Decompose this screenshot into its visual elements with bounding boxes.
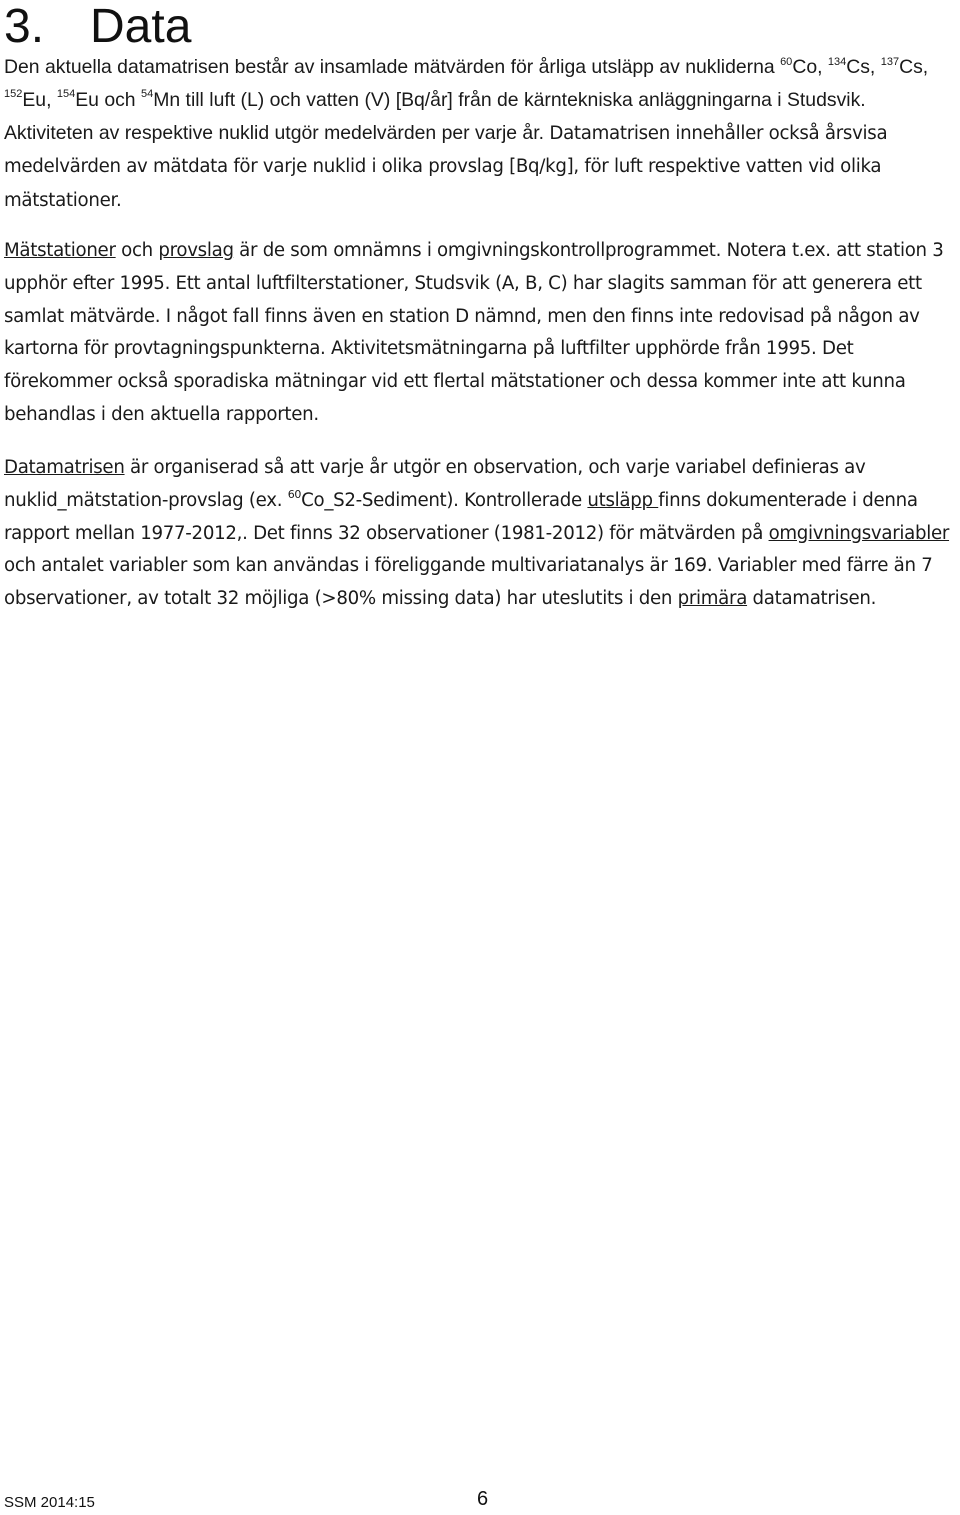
para2-text-1: och <box>115 240 159 261</box>
superscript-mn54: 54 <box>140 88 154 101</box>
para1-text-2: Co, <box>792 56 828 78</box>
page-number: 6 <box>477 1488 489 1510</box>
superscript-eu154: 154 <box>56 88 76 101</box>
para2-text-2: är de som omnämns i omgivningskontrollprogrammet. Notera t.ex. att station 3 upphör efter 1995. Ett antal luftfilterstationer, Studsvik (A, B, C) har slagits samman för att generera ett samlat mätvärde. I något fall finns även en station D nämnd, men den finns inte redovisad på någon av kartorna för provtagningspunkterna. Aktivitetsmätningarna på luftfilter upphörde från 1995. Det förekommer också sporadiska mätningar vid ett flertal mätstationer och dessa kommer inte att kunna behandlas i den aktuella rapporten. <box>4 240 944 425</box>
link-matstationer[interactable]: Mätstationer <box>4 240 116 261</box>
para3-text-5: datamatrisen. <box>747 588 877 610</box>
para1-text-6: Eu och <box>75 88 141 111</box>
para1-text-1: Den aktuella datamatrisen består av insamlade mätvärden för årliga utsläpp av nukliderna <box>4 56 781 78</box>
report-id: SSM 2014:15 <box>4 1494 95 1511</box>
paragraph-datamatrix <box>4 452 954 616</box>
para3-text-1: är organiserad så att varje år utgör en observation, och varje variabel definieras av nuklid_mätstation-provslag (ex. <box>4 457 866 511</box>
link-utslapp[interactable]: utsläpp <box>587 489 659 511</box>
para3-text-3: finns dokumenterade i denna rapport mellan 1977-2012,. Det finns 32 observationer (1981-2012) för mätvärden på <box>4 489 918 544</box>
link-primara[interactable]: primära <box>677 588 748 610</box>
section-number: 3. <box>4 0 45 53</box>
para3-text-4: och antalet variabler som kan användas i föreliggande multivariatanalys är 169. Variabler med färre än 7 observationer, av totalt 32 möjliga (>80% missing data) har uteslutits i den <box>4 555 933 610</box>
para3-text-2: Co_S2-Sediment). Kontrollerade <box>301 489 588 511</box>
superscript-eu152: 152 <box>4 88 23 101</box>
paragraph-stations <box>4 235 954 432</box>
paragraph-nuclides <box>4 51 954 218</box>
section-heading <box>4 0 191 54</box>
superscript-co60: 60 <box>780 55 793 68</box>
para1-text-3: Cs, <box>846 56 881 78</box>
para1-text-5: Eu, <box>22 88 57 111</box>
superscript-cs137: 137 <box>880 55 900 68</box>
link-omgivningsvariabler[interactable]: omgivningsvariabler <box>768 522 950 544</box>
link-provslag[interactable]: provslag <box>158 240 234 261</box>
para1-text-8: Datamatrisen innehåller också årsvisa medelvärden av mätdata för varje nuklid i olika provslag [Bq/kg], för luft respektive vatten vid olika mätstationer. <box>4 122 888 212</box>
para1-text-4: Cs, <box>899 56 929 78</box>
superscript-co60: 60 <box>287 487 302 501</box>
para1-text-7: Mn till luft (L) och vatten (V) [Bq/år] från de kärntekniska anläggningarna i Studsvik. Aktiviteten av respektive nuklid utgör medelvärden per varje år. <box>4 88 866 144</box>
section-title: Data <box>90 0 192 53</box>
link-datamatrisen[interactable]: Datamatrisen <box>4 457 125 478</box>
superscript-cs134: 134 <box>827 55 847 68</box>
